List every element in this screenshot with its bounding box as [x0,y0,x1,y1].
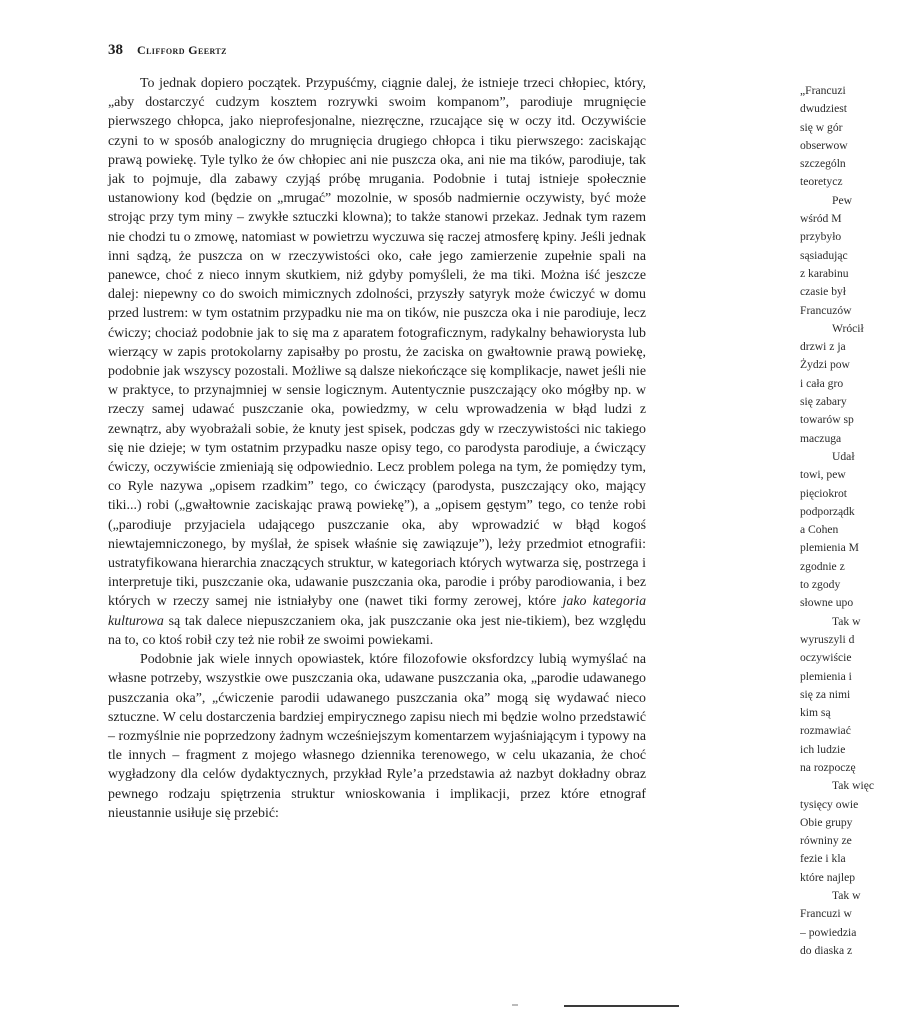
facing-page-line: na rozpoczę [800,760,856,774]
paragraph-1 [108,74,646,650]
facing-page-line: Francuzi w [800,907,852,921]
facing-page-line: zgodnie z [800,559,845,573]
facing-page-line: się w gór [800,120,843,134]
facing-page-line: do diaska z [800,943,853,957]
facing-page-line: szczególn [800,157,846,171]
facing-page-line: się zabary [800,395,847,409]
facing-page-line: – powiedzia [800,925,857,939]
facing-page-line: podporządk [800,504,855,518]
facing-page-line: maczuga [800,431,842,445]
facing-page-line: dwudziest [800,102,848,116]
scan-speck [512,1004,518,1006]
facing-page-line: sąsiadując [800,248,848,262]
facing-page-line: i cała gro [800,376,844,390]
facing-page-line: drzwi z ja [800,340,846,354]
facing-page-line: pięciokrot [800,486,848,500]
facing-page-line: wyruszyli d [800,632,855,646]
facing-page-line: rozmawiać [800,724,851,738]
facing-page-line: kim są [800,706,831,720]
scan-edge-mark [564,1005,679,1007]
facing-page-line: Tak w [832,889,861,903]
facing-page-line: słowne upo [800,596,854,610]
facing-page-line: się za nimi [800,687,851,701]
paragraph-1-text-end: są tak dalece niepuszczaniem oka, jak puszczanie oka jest nie-tikiem), bez względu na to, co ktoś robił czy też nie robił ze swoimi powiekami. [108,613,646,648]
page-number: 38 [108,42,123,58]
facing-page-line: przybyło [800,230,842,244]
facing-page-line: towi, pew [800,468,846,482]
facing-page-line: a Cohen [800,523,839,537]
facing-page-line: wśród M [800,212,842,226]
paragraph-1-text: To jednak dopiero początek. Przypuśćmy, ciągnie dalej, że istnieje trzeci chłopiec, który, „aby dostarczyć cudzym kosztem rozrywki swoim kompanom”, parodiuje mrugnięcie pierwszego chłopca, jako nieprofesjonalne, niezręczne, rzucające się w oczy itd. Oczywiście czyni to w sposób analogiczny do mrugnięcia drugiego chłopca i tiku pierwszego: zaciskając prawą powiekę. Tyle tylko że ów chłopiec ani nie puszcza oka, ani nie ma tików, parodiuje, tak jak to pojmuje, dla zabawy czyjąś próbę mrugania. Podobnie i tutaj istnieje społecznie ustanowiony kod (będzie on „mrugać” mozolnie, w sposób nadmiernie oczywisty, być może strojąc przy tym miny – zwykłe sztuczki klowna); to także stanowi przekaz. Jednak tym razem nie chodzi tu o zmowę, natomiast w powietrzu wyczuwa się raczej atmosferę kpiny. Jeśli jednak inni sądzą, że puszcza on w rzeczywistości oko, całe jego zamierzenie zupełnie spali na panewce, choć z nieco innym skutkiem, niż gdyby pomyśleli, że ma tiki. Można iść jeszcze dalej: niepewny co do swoich mimicznych zdolności, przyszły satyryk może ćwiczyć w domu przed lustrem: w tym ostatnim przypadku nie ma on tików, nie puszcza oka i nie parodiuje, lecz ćwiczy; chociaż podobnie jak to się ma z aparatem fotograficznym, radykalny behawiorysta lub wierzący w zapis protokolarny zapisałby po prostu, że zaciska on gwałtownie prawą powiekę, podobnie jak wszyscy pozostali. Możliwe są dalsze niekończące się komplikacje, nawet jeśli nie w praktyce, to przynajmniej w sensie logicznym. Autentycznie puszczający oko mógłby np. w rzeczy samej udawać puszczanie oka, powiedzmy, w celu wprowadzenia w błąd ludzi z zewnątrz, aby wyobrażali sobie, że knuty jest spisek, podczas gdy w rzeczywistości nic takiego się nie dzieje; w tym ostatnim przypadku nasze opisy tego, co parodysta parodiuje, a ćwiczący ćwiczy, oczywiście zmieniają się odpowiednio. Lecz problem polega na tym, że pomiędzy tym, co Ryle nazywa „opisem rzadkim” tego, co ćwiczący (parodysta, puszczający oko, mający tiki...) robi („gwałtownie zaciskając prawą powiekę”), a „opisem gęstym” tego, co tenże robi („parodiuje przyjaciela udającego puszczanie oka, aby wprowadzić w błąd kogoś niewtajemniczonego, by myślał, że spisek właśnie się zawiązuje”), leży przedmiot etnografii: ustratyfikowana hierarchia znaczących struktur, w kategoriach których wytwarza się, postrzega i interpretuje tiki, puszczanie oka, udawanie puszczania oka, parodie i próby parodiowania, i bez których w rzeczy samej nie istniałyby one (nawet tiki formy zerowej, które [108,76,646,610]
facing-page-line: fezie i kla [800,852,846,866]
facing-page-column [800,82,918,960]
facing-page-line: Francuzów [800,303,852,317]
facing-page-line: obserwow [800,138,848,152]
facing-page-line: „Francuzi [800,84,846,97]
facing-page-line: Obie grupy [800,815,853,829]
main-text-column [108,74,646,823]
facing-page-line: plemienia i [800,669,852,683]
facing-page-line: czasie był [800,285,847,299]
facing-page-line: które najlep [800,870,856,884]
facing-page-line: towarów sp [800,413,854,427]
running-header [108,41,227,59]
facing-page-line: tysięcy owie [800,797,859,811]
facing-page-line: Pew [832,193,852,207]
running-head-author: Clifford Geertz [137,43,227,57]
facing-page-line: Tak więc [832,779,874,793]
facing-page-line: to zgody [800,578,841,592]
facing-page-line: równiny ze [800,834,852,848]
facing-page-line: plemienia M [800,541,859,555]
facing-page-line: Udał [832,449,855,463]
paragraph-2: Podobnie jak wiele innych opowiastek, które filozofowie oksfordzcy lubią wymyślać na własne potrzeby, wszystkie owe puszczania oka, udawane puszczania oka, „parodie udawanego puszczania oka”, „ćwiczenie parodii udawanego puszczania oka” mogą się wydawać nieco sztuczne. W celu dostarczenia bardziej empirycznego zapisu niech mi będzie wolno przedstawić – rozmyślnie nie poprzedzony żadnym wcześniejszym komentarzem wyjaśniającym i typowy na tle innych – fragment z mojego własnego dziennika terenowego, w celu ukazania, że choć wygładzony dla celów dydaktycznych, przykład Ryle’a przedstawia aż nazbyt dokładny obraz pewnego rodzaju spiętrzenia struktur wnioskowania i implikacji, przez które etnograf nieustannie usiłuje się przebić: [108,652,646,821]
facing-page-line: teoretycz [800,175,843,189]
facing-page-line: oczywiście [800,651,852,665]
paragraph-1-italic: jako kategoria kulturowa [108,594,647,629]
facing-page-line: Tak w [832,614,861,628]
facing-page-line: ich ludzie [800,742,846,756]
facing-page-line: z karabinu [800,266,849,280]
facing-page-line: Żydzi pow [800,358,850,372]
facing-page-line: Wrócił [832,321,864,335]
